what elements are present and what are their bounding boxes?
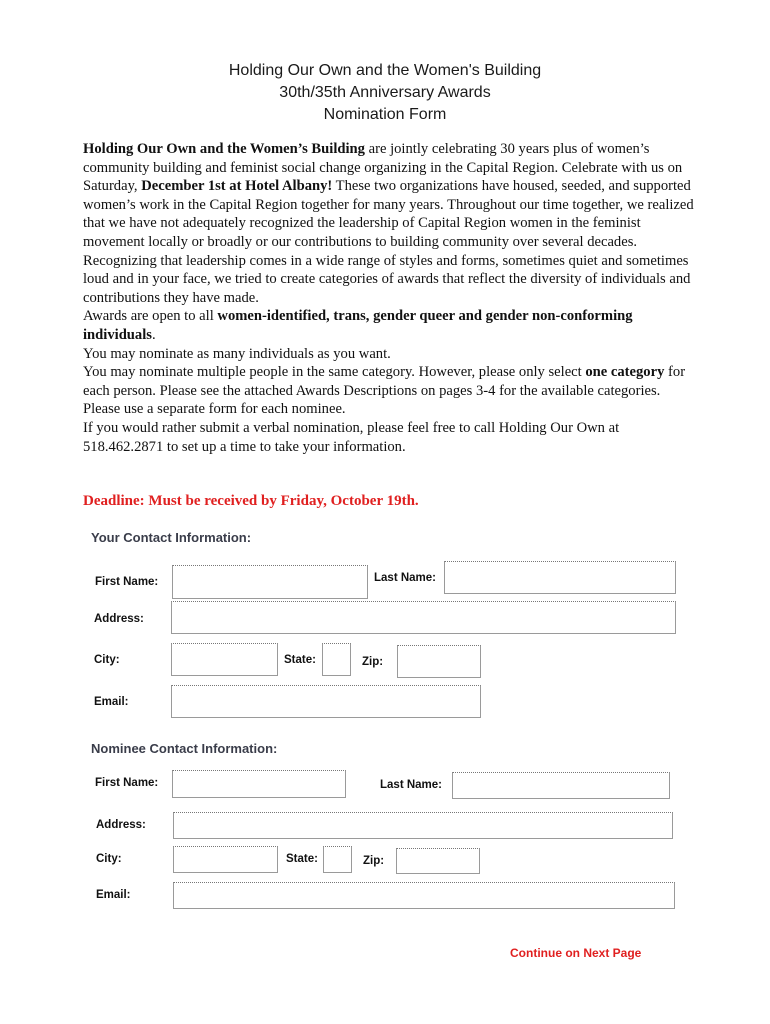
form-title-line-3: Nomination Form	[323, 106, 447, 123]
nominee-city-field[interactable]	[173, 846, 278, 873]
your-last-name-label: Last Name:	[374, 572, 436, 584]
your-last-name-field[interactable]	[444, 561, 676, 594]
your-state-field[interactable]	[322, 643, 351, 676]
intro-paragraph-4	[83, 363, 703, 400]
your-address-label: Address:	[94, 613, 144, 625]
your-zip-field[interactable]	[397, 645, 481, 678]
nominee-contact-heading: Nominee Contact Information:	[91, 741, 278, 756]
intro-paragraph-6: If you would rather submit a verbal nomination, please feel free to call Holding Our Own at 518.462.2871 to set up a time to take your information.	[83, 419, 620, 455]
nominee-address-field[interactable]	[173, 812, 673, 839]
intro-text-1: are jointly celebrating 30 years plus of women’s community building and feminist social change organizing in the Capital Region. Celebrate with us on Saturday,	[83, 141, 683, 195]
nominee-city-label: City:	[96, 853, 122, 865]
your-city-label: City:	[94, 654, 120, 666]
your-email-field[interactable]	[171, 685, 481, 718]
form-title-line-1: Holding Our Own and the Women's Building	[228, 62, 542, 79]
your-first-name-field[interactable]	[172, 565, 368, 599]
nominee-first-name-field[interactable]	[172, 770, 346, 798]
continue-next-page-note: Continue on Next Page	[510, 946, 642, 960]
nominee-email-field[interactable]	[173, 882, 675, 909]
your-contact-heading: Your Contact Information:	[91, 530, 252, 545]
intro-paragraph-1	[83, 140, 703, 307]
your-zip-label: Zip:	[362, 656, 384, 668]
eligibility-groups: women-identified, trans, gender queer and gender non-conforming individuals	[83, 308, 633, 343]
nominee-state-label: State:	[286, 853, 318, 865]
your-address-field[interactable]	[171, 601, 676, 634]
intro-paragraph-2	[83, 307, 703, 344]
event-date: December 1st at Hotel Albany!	[141, 178, 333, 195]
intro-paragraph-3: You may nominate as many individuals as you want.	[83, 345, 391, 362]
deadline-notice: Deadline: Must be received by Friday, October 19th.	[83, 493, 419, 509]
category-text-1: You may nominate multiple people in the same category. However, please only select	[83, 364, 586, 381]
nominee-address-label: Address:	[96, 819, 146, 831]
your-email-label: Email:	[94, 696, 129, 708]
intro-text-2: These two organizations have housed, seeded, and supported women’s work in the Capital Region together for many years. Throughout our time together, we realized that we have not adequately recognized the leadership of Capital Region women in the feminist movement locally or broadly or our contributions to building community over several decades. Recognizing that leadership comes in a wide range of styles and forms, sometimes quiet and sometimes loud and in your face, we tried to create categories of awards that reflect the diversity of individuals and contributions they have made.	[83, 178, 694, 306]
intro-org-names: Holding Our Own and the Women’s Building	[83, 141, 365, 157]
nominee-email-label: Email:	[96, 889, 131, 901]
nominee-first-name-label: First Name:	[95, 777, 159, 789]
intro-paragraph-5: Please use a separate form for each nominee.	[83, 401, 346, 418]
your-first-name-label: First Name:	[95, 576, 159, 588]
nominee-zip-label: Zip:	[363, 855, 385, 867]
your-city-field[interactable]	[171, 643, 278, 676]
form-title-line-2: 30th/35th Anniversary Awards	[279, 84, 491, 101]
your-state-label: State:	[284, 654, 316, 666]
nominee-state-field[interactable]	[323, 846, 352, 873]
nominee-last-name-field[interactable]	[452, 772, 670, 799]
nominee-zip-field[interactable]	[396, 848, 480, 874]
eligibility-text-1: Awards are open to all	[83, 308, 218, 325]
one-category: one category	[585, 364, 665, 381]
intro-text	[83, 140, 703, 456]
eligibility-text-2: .	[151, 326, 156, 343]
nominee-last-name-label: Last Name:	[380, 779, 442, 791]
category-text-2: for each person. Please see the attached Awards Descriptions on pages 3-4 for the available categories.	[83, 364, 686, 399]
